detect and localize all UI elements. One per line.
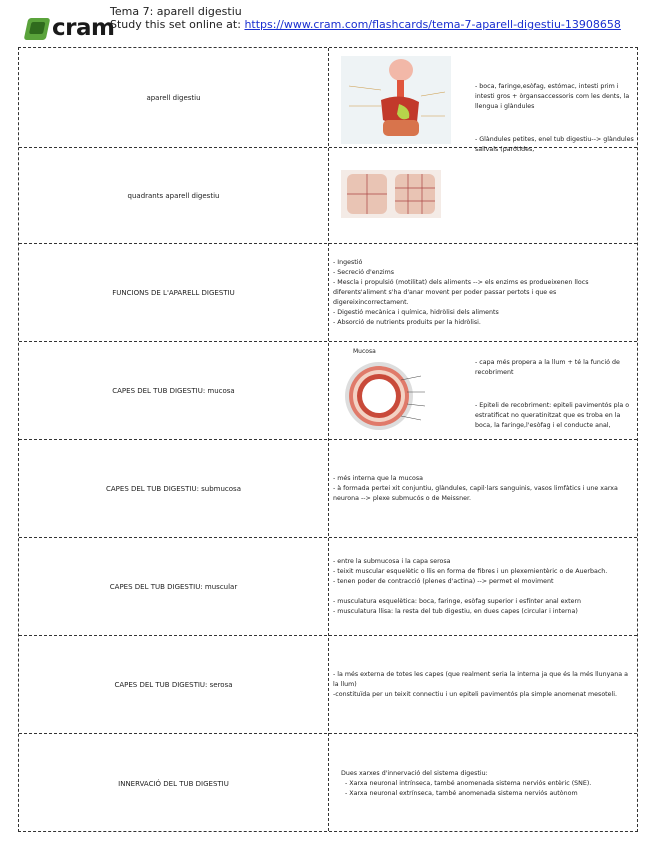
- mucosa-figure: [341, 358, 451, 434]
- quadrants-drawing: [341, 170, 441, 218]
- card-term: CAPES DEL TUB DIGESTIU: submucosa: [106, 484, 241, 493]
- set-title: Tema 7: aparell digestiu: [110, 5, 242, 18]
- card-term: quadrants aparell digestiu: [127, 191, 220, 200]
- definition-line: - musculatura llisa: la resta del tub digestiu, en dues capes (circular i interna): [333, 607, 578, 615]
- definition-line: - musculatura esquelètica: boca, faringe, esòfag superior i esfínter anal extern: [333, 597, 581, 605]
- definition-line: - Epiteli de recobriment: epiteli pavimentós pla o estratificat no queratinitzat que es troba en la boca, la faringe,l'esòfag i el conducte anal,: [475, 401, 630, 429]
- definition-line: - Mescla i propulsió (motilitat) dels aliments --> els enzims es produeixenen llocs diferents'aliment s'ha d'anar movent per poder passar pertots i que es digereixincorrectament.: [333, 278, 589, 306]
- card-term: aparell digestiu: [146, 93, 201, 102]
- mucosa-figure-label: Mucosa: [353, 348, 376, 355]
- cram-logo-icon: [24, 18, 51, 40]
- card-definition: [333, 636, 633, 733]
- definition-line: - més interna que la mucosa: [333, 474, 424, 482]
- digestive-system-figure: [341, 56, 451, 144]
- definition-line: - teixit muscular esquelètic o llis en forma de fibres i un plexemientèric o de Auerbach.: [333, 567, 608, 575]
- study-online-prefix: Study this set online at:: [110, 18, 245, 31]
- definition-line: - Digestió mecànica i química, hidròlisi dels aliments: [333, 308, 499, 316]
- cram-logo-text: cram: [52, 15, 115, 41]
- set-url-link[interactable]: https://www.cram.com/flashcards/tema-7-aparell-digestiu-13908658: [244, 18, 621, 31]
- card-definition: [333, 440, 633, 537]
- card-row: [19, 148, 637, 244]
- card-row: [19, 538, 637, 636]
- definition-line: - boca, faringe,esòfag, estómac, intesti prim i intesti gros + òrgansaccessoris com les dents, la llengua i glàndules: [475, 83, 630, 111]
- cram-logo[interactable]: [22, 16, 114, 44]
- card-definition: [333, 538, 633, 635]
- definition-line: Dues xarxes d'innervació del sistema digestiu:: [341, 769, 488, 777]
- definition-line: - la més externa de totes les capes (que realment seria la interna ja que és la més llunyana a la llum): [333, 670, 628, 688]
- definition-line: - Absorció de nutrients produits per la hidròlisi.: [333, 318, 481, 326]
- card-definition: [333, 244, 633, 341]
- abdominal-quadrants-figure: [341, 170, 441, 218]
- definition-line: [475, 385, 639, 395]
- definition-line: - à formada pertei xit conjuntiu, glàndules, capil·lars sanguinis, vasos limfàtics i une xarxa neurona --> plexe submucós o de Meissner.: [333, 484, 618, 502]
- card-row: [19, 244, 637, 342]
- card-term: CAPES DEL TUB DIGESTIU: mucosa: [112, 386, 235, 395]
- mucosa-cross-section-drawing: [341, 358, 451, 434]
- definition-line: - Glàndules petites, enel tub digestiu--> glàndules salivals (parótides,: [475, 135, 634, 153]
- card-term: INNERVACIÓ DEL TUB DIGESTIU: [118, 779, 229, 788]
- page-header: [22, 6, 642, 46]
- card-row: [19, 636, 637, 734]
- definition-line: - tenen poder de contracció (plenes d'actina) --> permet el moviment: [333, 577, 554, 585]
- definition-line: - Secreció d'enzims: [333, 268, 395, 276]
- definition-line: [475, 119, 639, 129]
- definition-line: - Ingestió: [333, 258, 363, 266]
- card-row: [19, 342, 637, 440]
- definition-line: - entre la submucosa i la capa serosa: [333, 557, 451, 565]
- card-definition: [475, 352, 639, 437]
- card-row: [19, 48, 637, 153]
- card-row: [19, 440, 637, 538]
- definition-line: - Xarxa neuronal extrínseca, també anomenada sistema nerviós autònom: [345, 789, 578, 797]
- definition-line: - Xarxa neuronal intrínseca, també anomenada sistema nerviós entèric (SNE).: [345, 779, 592, 787]
- definition-line: - capa més propera a la llum + té la funció de recobriment: [475, 359, 620, 377]
- card-term: CAPES DEL TUB DIGESTIU: serosa: [114, 680, 233, 689]
- digestive-system-drawing: [341, 56, 451, 144]
- definition-line: [333, 587, 633, 597]
- card-term: FUNCIONS DE L'APARELL DIGESTIU: [112, 288, 235, 297]
- card-definition: [341, 734, 641, 833]
- study-online-line: [110, 19, 630, 30]
- definition-line: -constituïda per un teixit connectiu i un epiteli pavimentós pla simple anomenat mesoteli.: [333, 690, 618, 698]
- flashcard-table: [18, 47, 638, 832]
- card-term: CAPES DEL TUB DIGESTIU: muscular: [109, 582, 238, 591]
- card-row: [19, 734, 637, 833]
